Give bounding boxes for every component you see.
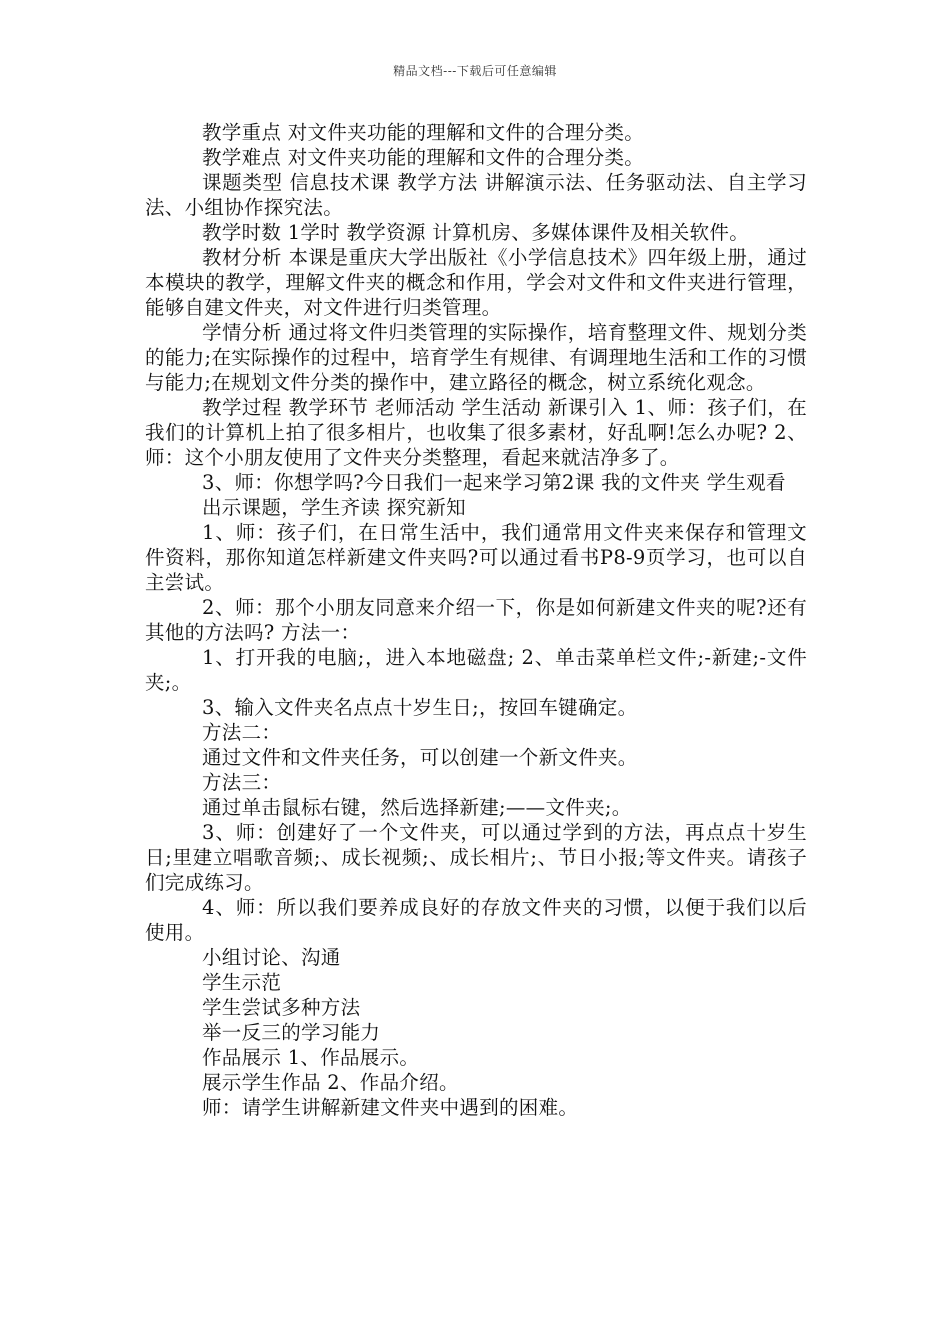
- paragraph-learner-analysis: 学情分析 通过将文件归类管理的实际操作，培育整理文件、规划分类的能力;在实际操作的过程中，培育学生有规律、有调理地生活和工作的习惯与能力;在规划文件分类的操作中，建立路径的概念，树立系统化观念。: [145, 321, 807, 394]
- paragraph-material-analysis: 教材分析 本课是重庆大学出版社《小学信息技术》四年级上册，通过本模块的教学，理解文件夹的概念和作用，学会对文件和文件夹进行管理，能够自建文件夹，对文件进行归类管理。: [145, 246, 807, 319]
- paragraph-show-topic: 出示课题，学生齐读 探究新知: [202, 496, 466, 519]
- paragraph-lesson-type: 课题类型 信息技术课 教学方法 讲解演示法、任务驱动法、自主学习法、小组协作探究法。: [145, 171, 807, 219]
- paragraph-difficulties-explain: 师：请学生讲解新建文件夹中遇到的困难。: [202, 1096, 579, 1119]
- paragraph-lesson-hours: 教学时数 1学时 教学资源 计算机房、多媒体课件及相关软件。: [202, 221, 750, 244]
- paragraph-work-display: 作品展示 1、作品展示。: [202, 1046, 420, 1069]
- paragraph-step-1: 1、师：孩子们，在日常生活中，我们通常用文件夹来保存和管理文件资料，那你知道怎样新建文件夹吗?可以通过看书P8-9页学习，也可以自主尝试。: [145, 521, 807, 594]
- paragraph-student-demo: 学生示范: [202, 971, 282, 994]
- paragraph-work-intro: 展示学生作品 2、作品介绍。: [202, 1071, 459, 1094]
- paragraph-learning-ability: 举一反三的学习能力: [202, 1021, 381, 1044]
- paragraph-group-discussion: 小组讨论、沟通: [202, 946, 341, 969]
- paragraph-step-2: 2、师：那个小朋友同意来介绍一下，你是如何新建文件夹的呢?还有其他的方法吗? 方法一：: [145, 596, 807, 644]
- paragraph-method-3-text: 通过单击鼠标右键，然后选择新建;——文件夹;。: [202, 796, 632, 819]
- paragraph-teaching-process: 教学过程 教学环节 老师活动 学生活动 新课引入 1、师：孩子们，在我们的计算机上拍了很多相片，也收集了很多素材，好乱啊!怎么办呢? 2、师：这个小朋友使用了文件夹分类整理，看起来就洁净多了。: [145, 396, 807, 469]
- paragraph-difficulties: 教学难点 对文件夹功能的理解和文件的合理分类。: [202, 146, 645, 169]
- paragraph-step-4: 4、师：所以我们要养成良好的存放文件夹的习惯，以便于我们以后使用。: [145, 896, 807, 944]
- paragraph-method-3-heading: 方法三：: [202, 771, 282, 794]
- paragraph-method-1-steps: 1、打开我的电脑;，进入本地磁盘; 2、单击菜单栏文件;-新建;-文件夹;。: [145, 646, 807, 694]
- document-body: [145, 120, 807, 1120]
- paragraph-method-2-heading: 方法二：: [202, 721, 282, 744]
- paragraph-step-3-practice: 3、师：创建好了一个文件夹，可以通过学到的方法，再点点十岁生日;里建立唱歌音频;、成长视频;、成长相片;、节日小报;等文件夹。请孩子们完成练习。: [145, 821, 807, 894]
- paragraph-method-2-text: 通过文件和文件夹任务，可以创建一个新文件夹。: [202, 746, 638, 769]
- paragraph-method-1-step-3: 3、输入文件夹名点点十岁生日;，按回车键确定。: [202, 696, 638, 719]
- paragraph-step-3-intro: 3、师：你想学吗?今日我们一起来学习第2课 我的文件夹 学生观看: [202, 471, 786, 494]
- paragraph-key-points: 教学重点 对文件夹功能的理解和文件的合理分类。: [202, 121, 645, 144]
- paragraph-try-methods: 学生尝试多种方法: [202, 996, 361, 1019]
- page-header: 精品文档---下载后可任意编辑: [393, 64, 557, 78]
